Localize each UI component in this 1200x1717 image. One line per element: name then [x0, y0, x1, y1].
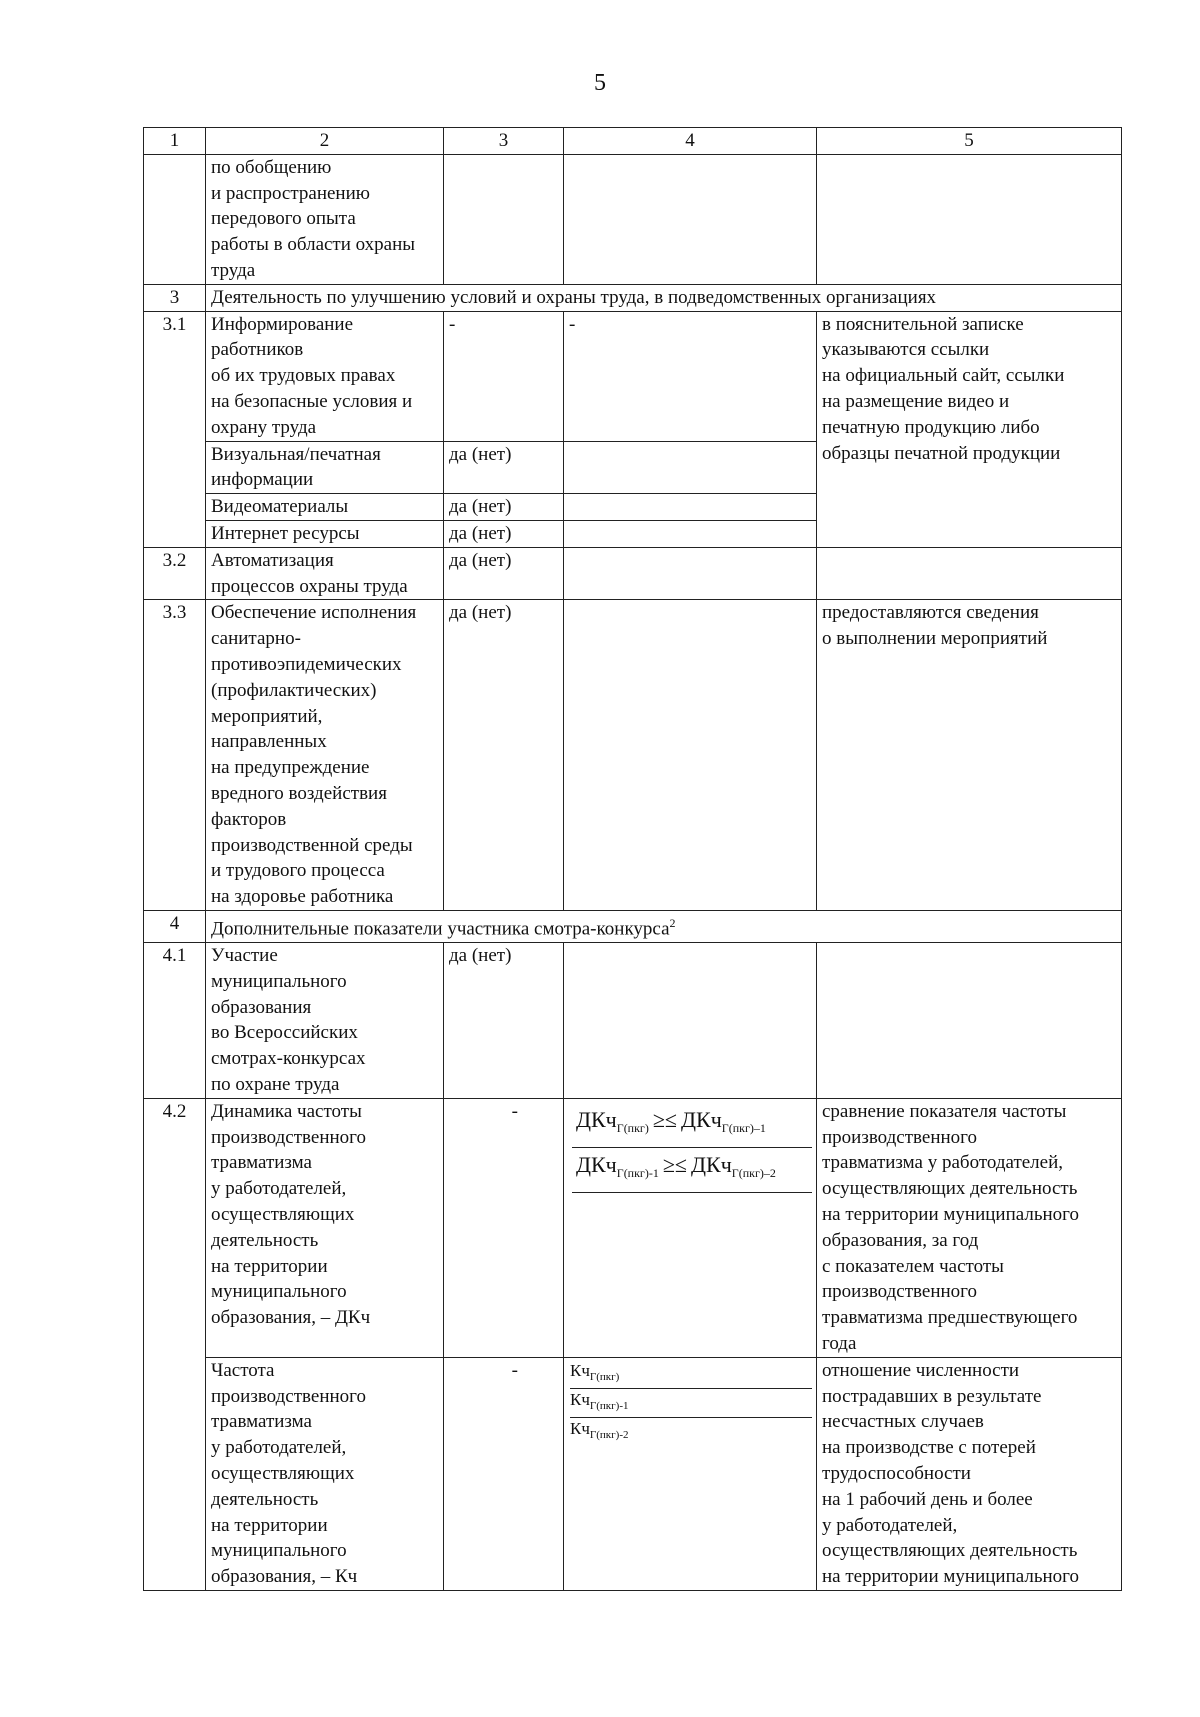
table-row — [144, 1098, 1122, 1357]
table-row — [144, 600, 1122, 911]
table-row — [144, 311, 1122, 441]
formula-line-1: ДКч$_{Г(пкг)}$ ≥≤ ДКч$_{Г(пкг)-1}$ — [576, 1106, 766, 1135]
section-number: 4 — [144, 910, 206, 942]
indicator-value: да (нет) — [444, 520, 564, 547]
indicator-value: - — [444, 1098, 564, 1357]
section-title — [206, 910, 1122, 942]
section-title-text: Дополнительные показатели участника смотра-конкурса — [211, 918, 670, 940]
indicators-table — [143, 127, 1122, 1591]
indicator-value: да (нет) — [444, 494, 564, 521]
header-row — [144, 128, 1122, 155]
indicator-name: Динамика частоты производственного травматизма у работодателей, осуществляющих деятельность на территории муниципального образования, – ДКч — [206, 1098, 444, 1357]
indicator-value: да (нет) — [444, 943, 564, 1099]
row-number: 3.3 — [144, 600, 206, 911]
indicator-name: Автоматизация процессов охраны труда — [206, 547, 444, 600]
indicator-name: Видеоматериалы — [206, 494, 444, 521]
indicator-value: да (нет) — [444, 547, 564, 600]
indicator-value: - — [444, 311, 564, 441]
continuation-text: по обобщению и распространению передового опыта работы в области охраны труда — [206, 154, 444, 284]
kch-line-3: $Кч_{Г(пкг)-2}$ — [570, 1417, 812, 1446]
table-row — [144, 1357, 1122, 1590]
indicator-name: Информирование работников об их трудовых правах на безопасные условия и охрану труда — [206, 311, 444, 441]
row-number: 3.1 — [144, 311, 206, 547]
indicator-name: Визуальная/печатная информации — [206, 441, 444, 494]
indicator-note: в пояснительной записке указываются ссылки на официальный сайт, ссылки на размещение видео и печатную продукцию либо образцы печатной продукции — [817, 311, 1122, 547]
footnote-marker: 2 — [669, 915, 676, 930]
indicator-value: да (нет) — [444, 441, 564, 494]
table-row — [144, 154, 1122, 284]
kch-line-1: $Кч_{Г(пкг)}$ — [570, 1360, 620, 1383]
section-title: Деятельность по улучшению условий и охраны труда, в подведомственных организациях — [206, 284, 1122, 311]
section-row — [144, 910, 1122, 942]
indicator-name: Участие муниципального образования во Всероссийских смотрах-конкурсах по охране труда — [206, 943, 444, 1099]
indicator-note: предоставляются сведения о выполнении мероприятий — [817, 600, 1122, 911]
row-number: 4.2 — [144, 1098, 206, 1590]
header-col-3: 3 — [444, 128, 564, 155]
page-number: 5 — [594, 70, 606, 96]
indicator-value: - — [444, 1357, 564, 1590]
table-row — [144, 943, 1122, 1099]
indicator-value: да (нет) — [444, 600, 564, 911]
indicator-formula — [564, 1357, 817, 1590]
indicator-name: Обеспечение исполнения санитарно- противоэпидемических (профилактических) мероприятий, направленных на предупреждение вредного воздействия факторов производственной среды и трудового процесса на здоровье работника — [206, 600, 444, 911]
indicator-formula — [564, 1098, 817, 1357]
indicator-name: Интернет ресурсы — [206, 520, 444, 547]
header-col-5: 5 — [817, 128, 1122, 155]
row-number: 4.1 — [144, 943, 206, 1099]
row-number: 3.2 — [144, 547, 206, 600]
indicator-name: Частота производственного травматизма у работодателей, осуществляющих деятельность на территории муниципального образования, – Кч — [206, 1357, 444, 1590]
section-row — [144, 284, 1122, 311]
header-col-1: 1 — [144, 128, 206, 155]
section-number: 3 — [144, 284, 206, 311]
indicator-formula: - — [564, 311, 817, 441]
header-col-4: 4 — [564, 128, 817, 155]
formula-line-2: ДКч$_{Г(пкг)-1}$ ≥≤ ДКч$_{Г(пкг)-2}$ — [572, 1147, 812, 1192]
indicator-note: сравнение показателя частоты производственного травматизма у работодателей, осуществляющих деятельность на территории муниципального образования, за год с показателем частоты производственного травматизма предшествующего года — [817, 1098, 1122, 1357]
header-col-2: 2 — [206, 128, 444, 155]
kch-line-2: $Кч_{Г(пкг)-1}$ — [570, 1388, 812, 1417]
indicator-note: отношение численности пострадавших в результате несчастных случаев на производстве с потерей трудоспособности на 1 рабочий день и более у работодателей, осуществляющих деятельность на территории муниципального — [817, 1357, 1122, 1590]
table-row — [144, 547, 1122, 600]
